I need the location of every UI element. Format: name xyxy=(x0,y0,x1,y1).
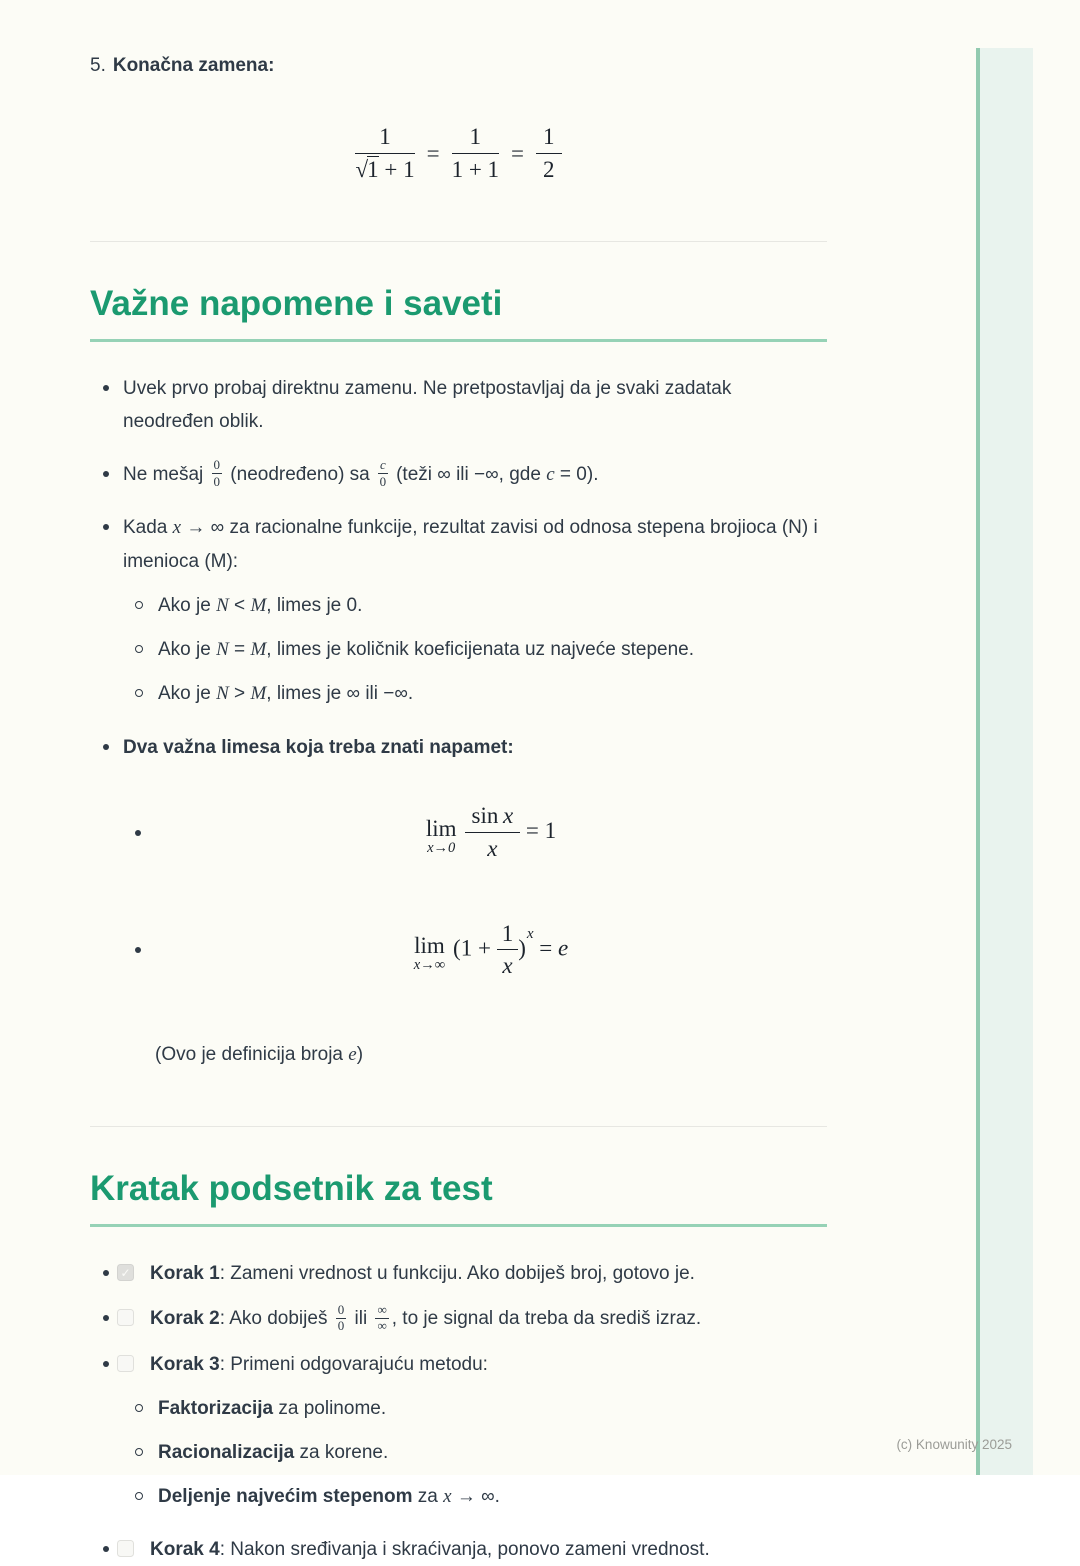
formula-limit-sinx: lim x→0 $\frac{\text{sin x}}{x}$ = 1 xyxy=(90,790,827,876)
sub-list-item xyxy=(90,1392,827,1425)
copyright-text: (c) Knowunity 2025 xyxy=(896,1437,1012,1452)
fraction: $\frac{1}{x}$ xyxy=(497,921,519,979)
definition-note: (Ovo je definicija broja e) xyxy=(155,1043,364,1065)
inline-fraction: ∞ ∞ xyxy=(377,1301,387,1334)
bullet-circle-icon xyxy=(135,601,143,609)
step-label: Konačna zamena: xyxy=(112,55,275,76)
check-icon: ✓ xyxy=(120,1265,131,1280)
bullet-dot-icon xyxy=(103,524,109,530)
checklist-item-text: Korak 3: Primeni odgovarajuću metodu: xyxy=(150,1353,488,1375)
bullet-circle-icon xyxy=(135,1492,143,1500)
checkbox-unchecked[interactable] xyxy=(117,1355,134,1372)
checklist-item-text: Korak 4: Nakon sređivanja i skraćivanja, ponovo zameni vrednost. xyxy=(150,1538,710,1560)
bullet-dot-icon xyxy=(103,1546,109,1552)
inline-fraction: $\frac{0}{0}$ xyxy=(213,457,221,489)
numbered-step xyxy=(90,52,827,81)
exponent: x xyxy=(526,926,534,943)
checkbox-unchecked[interactable] xyxy=(117,1540,134,1557)
sub-list-item xyxy=(90,677,827,710)
inline-fraction: $\frac{c}{0}$ xyxy=(379,457,387,489)
step-number: 5. xyxy=(90,55,106,76)
sub-list-item-text: Deljenje najvećim stepenom za x → ∞. xyxy=(158,1486,500,1508)
radical-sign: √ xyxy=(355,157,369,182)
bullet-dot-icon xyxy=(103,471,109,477)
sub-list-item xyxy=(90,1480,827,1513)
checklist-item-text: Korak 1: Zameni vrednost u funkciju. Ako dobiješ broj, gotovo je. xyxy=(150,1263,695,1285)
list-item-text: Ne mešaj $\frac{0}{0}$ (neodređeno) sa $\frac{c}{0}$ (teži ∞ ili −∞, gde c = 0). xyxy=(123,457,599,489)
fraction: $\frac{1}{√1 + 1}$ xyxy=(355,124,415,182)
sub-list-item xyxy=(90,633,827,666)
section-title-notes: Važne napomene i saveti xyxy=(90,284,827,342)
formula-final-substitution xyxy=(90,111,827,197)
bullet-dot-icon xyxy=(103,744,109,750)
limit-operator: lim x→0 xyxy=(425,815,457,857)
bullet-dot-icon xyxy=(103,1270,109,1276)
checkbox-unchecked[interactable] xyxy=(117,1309,134,1326)
list-item-text: Uvek prvo probaj direktnu zamenu. Ne pretpostavljaj da je svaki zadatak neodređen oblik. xyxy=(123,377,732,432)
checkbox-checked[interactable] xyxy=(117,1264,134,1281)
document-content xyxy=(90,0,827,1566)
sub-list-item-text: Ako je N = M, limes je količnik koeficijenata uz najveće stepene. xyxy=(158,639,694,660)
equals-sign: = xyxy=(426,140,440,166)
fraction: $\frac{1}{2}$ xyxy=(536,124,562,183)
list-item xyxy=(90,511,827,578)
bullet-circle-icon xyxy=(135,645,143,653)
checklist-item xyxy=(90,1348,827,1381)
fraction: $\frac{\text{sin x}}{x}$ xyxy=(465,803,521,862)
list-item xyxy=(90,372,827,439)
fraction: $\frac{1}{1 + 1}$ xyxy=(451,124,500,182)
sub-list-item-text: Ako je N > M, limes je ∞ ili −∞. xyxy=(158,683,414,705)
bullet-dot-icon xyxy=(135,947,141,953)
list-item-text: Dva važna limesa koja treba znati napamet: xyxy=(123,736,514,758)
sub-list-item xyxy=(90,1436,827,1469)
section-divider xyxy=(90,241,827,242)
bullet-circle-icon xyxy=(135,1404,143,1412)
sub-list-item-text: Faktorizacija za polinome. xyxy=(158,1397,387,1419)
equals-sign: = xyxy=(511,140,525,166)
inline-fraction: $\frac{0}{0}$ xyxy=(337,1301,345,1334)
decorative-side-strip xyxy=(976,48,1033,1476)
formula-limit-e: lim x→∞ (1 + $\frac{1}{x}$ )$^x$ = e xyxy=(90,902,827,998)
checklist-item xyxy=(90,1257,827,1290)
list-item xyxy=(90,731,827,764)
bullet-circle-icon xyxy=(135,689,143,697)
list-item xyxy=(90,458,827,491)
limit-operator: lim x→∞ xyxy=(413,932,446,974)
bullet-dot-icon xyxy=(103,1361,109,1367)
checklist-item xyxy=(90,1302,827,1335)
checklist-item-text: Korak 2: Ako dobiješ $\frac{0}{0}$ ili ∞ ∞ , to je signal da treba da središ izraz. xyxy=(150,1301,702,1334)
checklist-item xyxy=(90,1533,827,1566)
list-item-text: Kada x → ∞ za racionalne funkcije, rezultat zavisi od odnosa stepena brojioca (N) i imenioca (M): xyxy=(123,517,818,572)
section-divider xyxy=(90,1126,827,1127)
bullet-dot-icon xyxy=(135,830,141,836)
sub-list-item xyxy=(90,589,827,622)
sub-list-item-text: Racionalizacija za korene. xyxy=(158,1442,389,1464)
bullet-circle-icon xyxy=(135,1448,143,1456)
bullet-dot-icon xyxy=(103,385,109,391)
sub-list-item-text: Ako je N < M, limes je 0. xyxy=(158,594,363,616)
bullet-dot-icon xyxy=(103,1315,109,1321)
section-title-test: Kratak podsetnik za test xyxy=(90,1169,827,1227)
